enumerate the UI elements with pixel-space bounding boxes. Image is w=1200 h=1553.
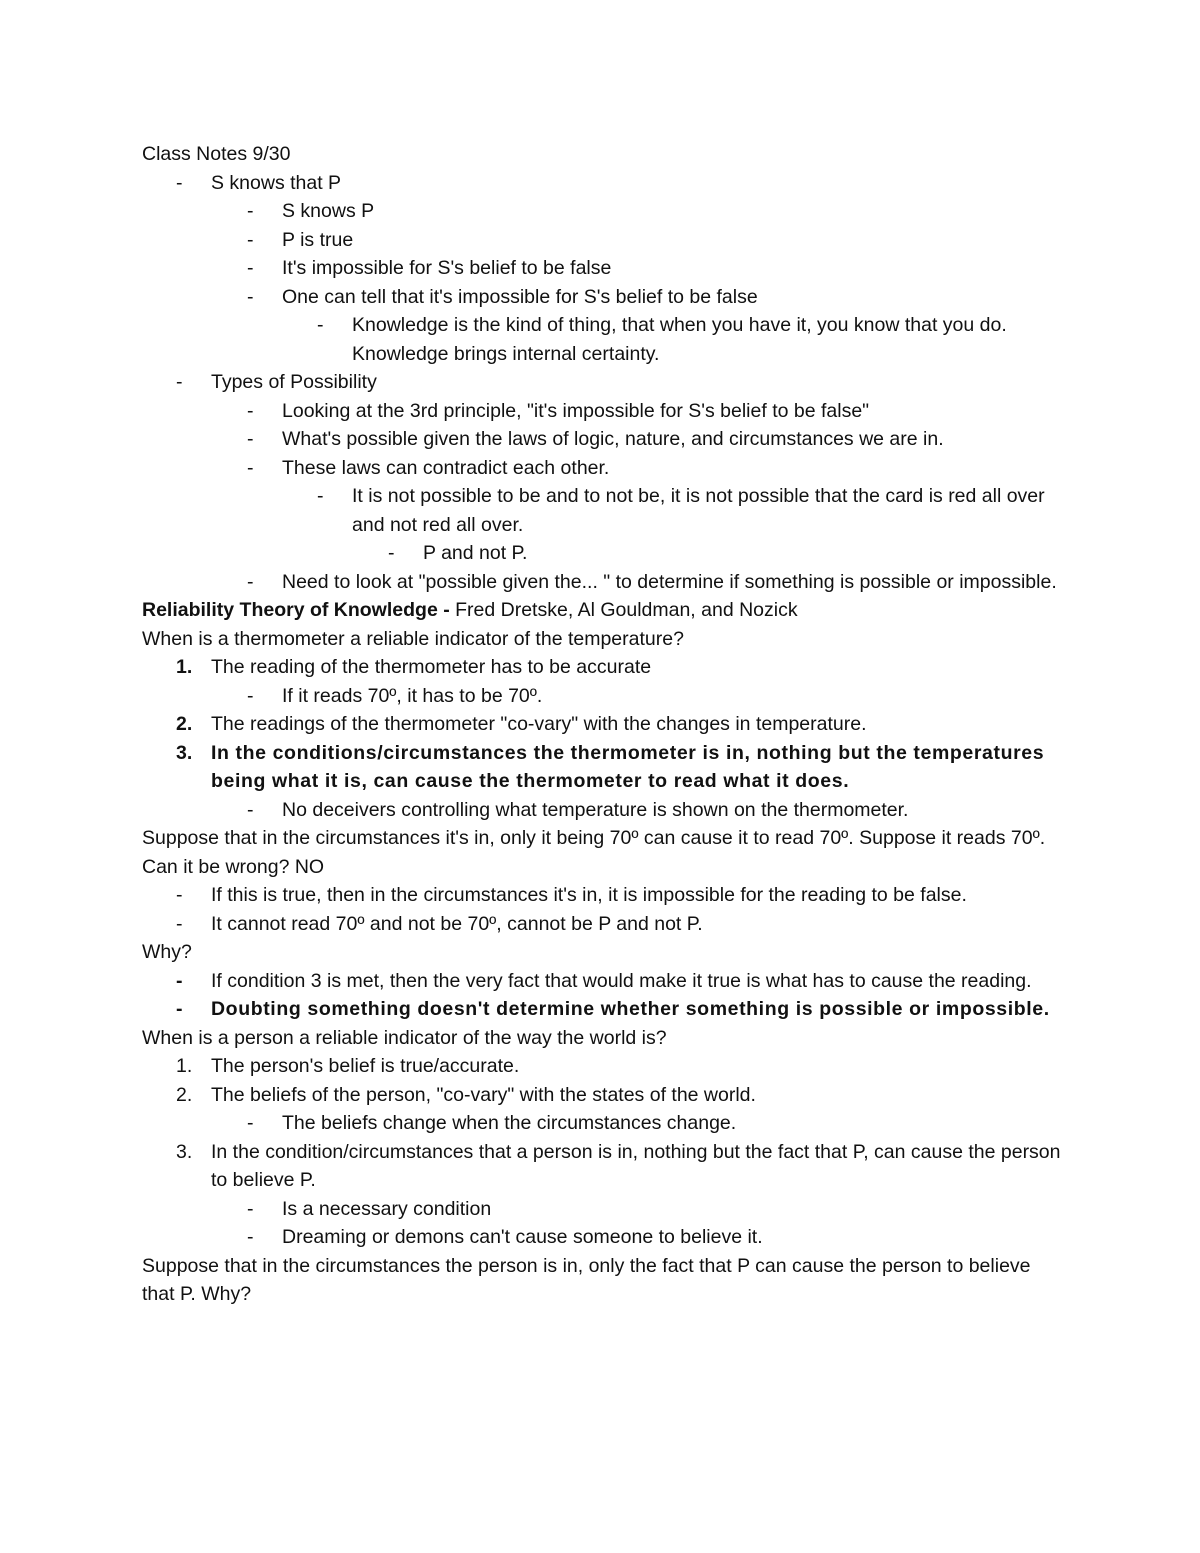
numbered-item [176,739,1062,796]
paragraph: Suppose that in the circumstances the person is in, only the fact that P can cause the person to believe that P. Why? [142,1254,1031,1305]
numbered-item [176,653,1062,682]
list-item [176,910,1062,939]
item-number: 3. [176,741,193,764]
dash-bullet: - [247,285,254,308]
question-text: When is a thermometer a reliable indicator of the temperature? [142,627,684,650]
dash-bullet: - [176,884,183,906]
list-item-text: It's impossible for S's belief to be false [282,257,612,279]
dash-bullet: - [317,485,324,507]
list-item-text: The readings of the thermometer "co-vary" with the changes in temperature. [211,713,867,735]
list-item-text: It cannot read 70º and not be 70º, cannot be P and not P. [211,912,703,935]
list-item-text: P and not P. [423,542,528,564]
list-item-text: Looking at the 3rd principle, "it's impossible for S's belief to be false" [282,399,870,422]
list-item [176,967,1062,996]
dash-bullet: - [247,257,254,279]
question-text: When is a person a reliable indicator of the way the world is? [142,1026,667,1049]
numbered-item [176,1081,1062,1110]
list-item [247,568,1062,597]
list-item [247,425,1062,454]
list-item-text: If it reads 70º, it has to be 70º. [282,684,543,707]
list-item-text: S knows P [282,200,375,222]
list-item-text: P is true [282,228,354,251]
list-item-text: The beliefs of the person, "co-vary" with the states of the world. [211,1083,756,1106]
list-item-text: Is a necessary condition [282,1197,492,1220]
dash-bullet: - [247,798,254,821]
dash-bullet: - [247,428,254,450]
list-item [176,995,1062,1024]
list-item-text: It is not possible to be and to not be, it is not possible that the card is red all over and not red all over. [352,485,1045,536]
list-item [176,169,1062,198]
list-item [247,1223,1062,1252]
item-number: 3. [176,1140,193,1163]
list-item-text: No deceivers controlling what temperature is shown on the thermometer. [282,798,909,821]
dash-bullet: - [247,684,254,707]
paragraph: Suppose that in the circumstances it's in, only it being 70º can cause it to read 70º. Suppose it reads 70º. Can it be wrong? NO [142,827,1046,878]
dash-bullet: - [176,998,183,1020]
list-item-text: Types of Possibility [211,371,377,393]
list-item-text: The person's belief is true/accurate. [211,1055,520,1077]
list-item [247,397,1062,426]
list-item-text: What's possible given the laws of logic, nature, and circumstances we are in. [282,428,944,450]
list-item [388,539,1062,568]
item-number: 2. [176,1083,193,1106]
list-item-text: Doubting something doesn't determine whether something is possible or impossible. [211,998,1050,1020]
list-item-text: Knowledge is the kind of thing, that when you have it, you know that you do. Knowledge brings internal certainty. [352,314,1007,365]
list-item-text: Need to look at "possible given the... " to determine if something is possible or impossible. [282,570,1057,593]
item-number: 1. [176,1055,193,1077]
dash-bullet: - [247,1112,254,1134]
list-item [247,283,1062,312]
list-item-text: If this is true, then in the circumstances it's in, it is impossible for the reading to be false. [211,884,967,906]
list-item-text: S knows that P [211,171,342,194]
list-item [247,682,1062,711]
dash-bullet: - [247,570,254,593]
dash-bullet: - [247,1197,254,1220]
list-item-text: These laws can contradict each other. [282,456,610,479]
list-item-text: In the condition/circumstances that a person is in, nothing but the fact that P, can cause the person to believe P. [211,1140,1061,1191]
list-item [247,796,1062,825]
numbered-item [176,710,1062,739]
dash-bullet: - [176,912,183,935]
dash-bullet: - [317,314,324,336]
dash-bullet: - [247,399,254,422]
list-item-text: If condition 3 is met, then the very fact that would make it true is what has to cause the reading. [211,969,1032,992]
dash-bullet: - [247,1226,254,1248]
list-item [176,368,1062,397]
list-item [317,311,1062,368]
list-item [317,482,1062,539]
numbered-item [176,1138,1062,1195]
paragraph: Why? [142,941,192,963]
dash-bullet: - [176,969,183,992]
dash-bullet: - [176,171,183,194]
heading-bold: Reliability Theory of Knowledge - [142,599,456,621]
list-item [247,254,1062,283]
list-item [247,454,1062,483]
numbered-item [176,1052,1062,1081]
dash-bullet: - [388,542,395,564]
list-item-text: In the conditions/circumstances the thermometer is in, nothing but the temperatures being what it is, can cause the thermometer to read what it does. [211,741,1045,792]
list-item-text: Dreaming or demons can't cause someone to believe it. [282,1226,763,1248]
section-heading [142,596,1062,625]
list-item [247,226,1062,255]
page-title: Class Notes 9/30 [142,143,291,165]
item-number: 1. [176,656,193,678]
list-item [247,197,1062,226]
list-item-text: The beliefs change when the circumstances change. [282,1112,737,1134]
document-body [142,140,1062,1309]
list-item-text: The reading of the thermometer has to be accurate [211,656,652,678]
dash-bullet: - [247,456,254,479]
list-item-text: One can tell that it's impossible for S's belief to be false [282,285,758,308]
list-item [176,881,1062,910]
heading-authors: Fred Dretske, Al Gouldman, and Nozick [455,599,798,621]
dash-bullet: - [247,228,254,251]
dash-bullet: - [176,371,183,393]
list-item [247,1195,1062,1224]
list-item [247,1109,1062,1138]
dash-bullet: - [247,200,254,222]
item-number: 2. [176,713,193,735]
